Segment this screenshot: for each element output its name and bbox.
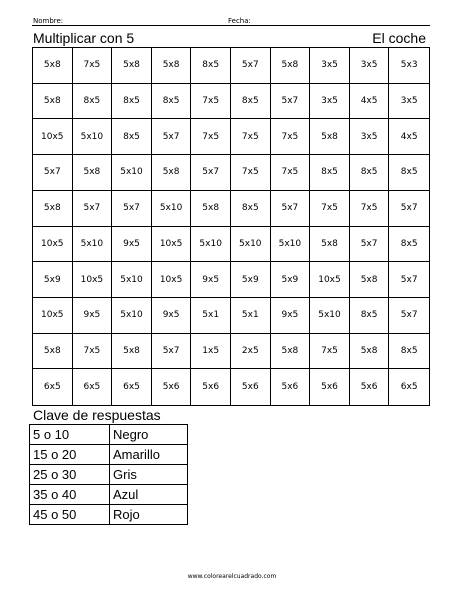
grid-cell: 7x5: [310, 191, 350, 227]
answer-key-row: [30, 485, 188, 505]
grid-cell: 8x5: [350, 155, 390, 191]
grid-cell: 5x6: [350, 369, 390, 405]
grid-cell: 5x8: [33, 84, 73, 120]
grid-cell: 5x8: [73, 155, 113, 191]
grid-cell: 8x5: [350, 298, 390, 334]
grid-cell: 2x5: [231, 334, 271, 370]
grid-cell: 10x5: [33, 227, 73, 263]
answer-key-range: 35 o 40: [30, 485, 110, 505]
grid-cell: 7x5: [310, 334, 350, 370]
grid-cell: 5x10: [73, 119, 113, 155]
grid-cell: 7x5: [73, 334, 113, 370]
grid-cell: 5x8: [33, 48, 73, 84]
grid-cell: 5x10: [191, 227, 231, 263]
grid-cell: 5x6: [310, 369, 350, 405]
grid-cell: 5x8: [310, 227, 350, 263]
grid-cell: 5x10: [112, 155, 152, 191]
grid-cell: 5x6: [231, 369, 271, 405]
grid-cell: 5x7: [152, 119, 192, 155]
grid-cell: 8x5: [310, 155, 350, 191]
grid-cell: 7x5: [231, 119, 271, 155]
grid-cell: 5x8: [271, 334, 311, 370]
grid-cell: 5x7: [152, 334, 192, 370]
grid-cell: 8x5: [231, 84, 271, 120]
answer-key-color: Azul: [110, 485, 188, 505]
answer-key-color: Gris: [110, 465, 188, 485]
answer-key-row: [30, 505, 188, 525]
grid-cell: 8x5: [152, 84, 192, 120]
grid-cell: 5x3: [389, 48, 429, 84]
grid-cell: 5x8: [310, 119, 350, 155]
grid-cell: 8x5: [112, 119, 152, 155]
worksheet-subtitle: El coche: [372, 30, 426, 46]
grid-cell: 3x5: [350, 119, 390, 155]
grid-cell: 5x10: [112, 298, 152, 334]
grid-cell: 7x5: [231, 155, 271, 191]
grid-cell: 5x8: [152, 155, 192, 191]
grid-cell: 3x5: [389, 84, 429, 120]
answer-key-range: 15 o 20: [30, 445, 110, 465]
grid-cell: 10x5: [310, 262, 350, 298]
answer-key-color: Amarillo: [110, 445, 188, 465]
grid-cell: 5x8: [350, 262, 390, 298]
grid-cell: 5x8: [112, 48, 152, 84]
grid-cell: 5x8: [350, 334, 390, 370]
grid-cell: 5x7: [112, 191, 152, 227]
grid-cell: 5x10: [73, 227, 113, 263]
answer-key-range: 45 o 50: [30, 505, 110, 525]
answer-key-table: [29, 424, 188, 525]
grid-cell: 5x10: [231, 227, 271, 263]
answer-key-row: [30, 445, 188, 465]
grid-cell: 5x8: [33, 191, 73, 227]
grid-cell: 9x5: [73, 298, 113, 334]
grid-cell: 7x5: [271, 119, 311, 155]
grid-cell: 5x7: [271, 84, 311, 120]
grid-cell: 5x7: [33, 155, 73, 191]
grid-cell: 10x5: [152, 262, 192, 298]
grid-cell: 5x7: [389, 191, 429, 227]
grid-cell: 6x5: [33, 369, 73, 405]
grid-cell: 8x5: [112, 84, 152, 120]
grid-cell: 8x5: [389, 334, 429, 370]
grid-cell: 9x5: [112, 227, 152, 263]
multiplication-grid: [32, 47, 430, 406]
answer-key-range: 25 o 30: [30, 465, 110, 485]
date-label: Fecha:: [228, 17, 251, 25]
grid-cell: 6x5: [73, 369, 113, 405]
grid-cell: 5x8: [152, 48, 192, 84]
grid-cell: 5x8: [191, 191, 231, 227]
worksheet-title: Multiplicar con 5: [33, 30, 135, 46]
grid-cell: 8x5: [389, 227, 429, 263]
grid-cell: 5x1: [231, 298, 271, 334]
grid-cell: 5x6: [271, 369, 311, 405]
footer-url: www.colorearelcuadrado.com: [187, 573, 277, 580]
grid-cell: 5x6: [191, 369, 231, 405]
grid-cell: 8x5: [389, 155, 429, 191]
grid-cell: 5x6: [152, 369, 192, 405]
grid-cell: 3x5: [310, 48, 350, 84]
grid-cell: 9x5: [191, 262, 231, 298]
answer-key-row: [30, 425, 188, 445]
grid-cell: 10x5: [33, 119, 73, 155]
grid-cell: 5x7: [231, 48, 271, 84]
grid-cell: 6x5: [112, 369, 152, 405]
grid-cell: 5x8: [33, 334, 73, 370]
header-divider: [32, 25, 430, 26]
grid-cell: 5x7: [389, 262, 429, 298]
grid-cell: 5x10: [271, 227, 311, 263]
grid-cell: 7x5: [191, 84, 231, 120]
grid-cell: 5x8: [271, 48, 311, 84]
grid-cell: 5x1: [191, 298, 231, 334]
grid-cell: 8x5: [191, 48, 231, 84]
grid-cell: 5x10: [152, 191, 192, 227]
grid-cell: 8x5: [73, 84, 113, 120]
answer-key-row: [30, 465, 188, 485]
grid-cell: 4x5: [389, 119, 429, 155]
grid-cell: 4x5: [350, 84, 390, 120]
grid-cell: 8x5: [231, 191, 271, 227]
grid-cell: 5x7: [191, 155, 231, 191]
grid-cell: 5x7: [389, 298, 429, 334]
grid-cell: 9x5: [271, 298, 311, 334]
answer-key-title: Clave de respuestas: [33, 407, 161, 423]
answer-key-range: 5 o 10: [30, 425, 110, 445]
grid-cell: 10x5: [33, 298, 73, 334]
grid-cell: 5x7: [271, 191, 311, 227]
answer-key-color: Negro: [110, 425, 188, 445]
grid-cell: 10x5: [152, 227, 192, 263]
grid-cell: 5x9: [231, 262, 271, 298]
grid-cell: 5x8: [112, 334, 152, 370]
grid-cell: 7x5: [271, 155, 311, 191]
grid-cell: 5x7: [73, 191, 113, 227]
grid-cell: 5x9: [33, 262, 73, 298]
grid-cell: 3x5: [350, 48, 390, 84]
grid-cell: 3x5: [310, 84, 350, 120]
grid-cell: 7x5: [191, 119, 231, 155]
grid-cell: 10x5: [73, 262, 113, 298]
grid-cell: 5x10: [112, 262, 152, 298]
grid-cell: 1x5: [191, 334, 231, 370]
name-label: Nombre:: [33, 17, 64, 25]
grid-cell: 6x5: [400, 382, 418, 393]
grid-cell: 7x5: [73, 48, 113, 84]
grid-cell: 5x9: [271, 262, 311, 298]
grid-cell: 5x7: [350, 227, 390, 263]
grid-cell: 5x10: [310, 298, 350, 334]
grid-cell: 7x5: [350, 191, 390, 227]
grid-cell: 9x5: [152, 298, 192, 334]
answer-key-color: Rojo: [110, 505, 188, 525]
